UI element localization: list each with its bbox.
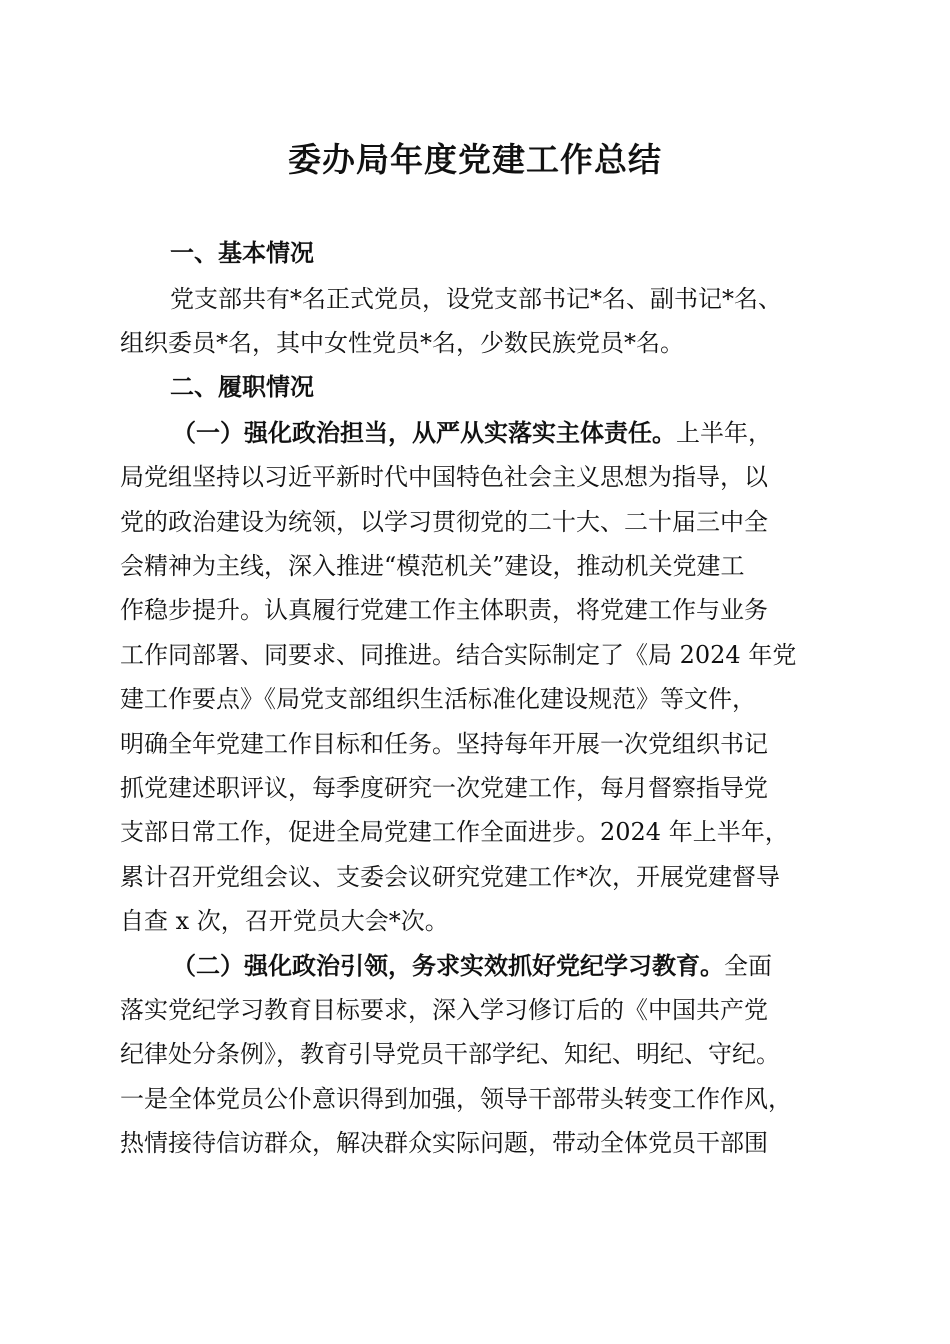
paragraph-lead-heading: （二）强化政治引领，务求实效抓好党纪学习教育。 (172, 951, 724, 980)
paragraph-line: 局党组坚持以习近平新时代中国特色社会主义思想为指导，以 (120, 463, 768, 491)
paragraph-line: 支部日常工作，促进全局党建工作全面进步。2024 年上半年， (120, 818, 789, 846)
paragraph-lead-heading: （一）强化政治担当，从严从实落实主体责任。 (172, 418, 676, 447)
paragraph-lead-rest: 全面 (724, 952, 772, 980)
paragraph-line: 组织委员*名，其中女性党员*名，少数民族党员*名。 (120, 329, 684, 357)
paragraph-line: 党的政治建设为统领，以学习贯彻党的二十大、二十届三中全 (120, 508, 768, 536)
paragraph-line: 自查 x 次，召开党员大会*次。 (120, 907, 449, 935)
paragraph-line: 作稳步提升。认真履行党建工作主体职责，将党建工作与业务 (120, 596, 768, 624)
paragraph-line: 纪律处分条例》，教育引导党员干部学纪、知纪、明纪、守纪。 (120, 1040, 780, 1068)
paragraph-line: 建工作要点》《局党支部组织生活标准化建设规范》等文件， (120, 685, 756, 713)
document-title: 委办局年度党建工作总结 (288, 140, 662, 179)
paragraph-line: 抓党建述职评议，每季度研究一次党建工作，每月督察指导党 (120, 774, 768, 802)
paragraph-line: 工作同部署、同要求、同推进。结合实际制定了《局 2024 年党 (120, 641, 797, 669)
paragraph-line: 累计召开党组会议、支委会议研究党建工作*次，开展党建督导 (120, 863, 780, 891)
paragraph-first-line (172, 949, 772, 983)
paragraph-first-line (172, 416, 772, 450)
paragraph-line: 热情接待信访群众，解决群众实际问题，带动全体党员干部围 (120, 1129, 768, 1157)
paragraph-line: 会精神为主线，深入推进“模范机关”建设，推动机关党建工 (120, 552, 745, 580)
section-heading-basic-info: 一、基本情况 (170, 239, 314, 267)
paragraph-line: 党支部共有*名正式党员，设党支部书记*名、副书记*名、 (170, 285, 782, 313)
paragraph-line: 一是全体党员公仆意识得到加强，领导干部带头转变工作作风， (120, 1085, 792, 1113)
paragraph-lead-rest: 上半年， (676, 419, 772, 447)
paragraph-line: 明确全年党建工作目标和任务。坚持每年开展一次党组织书记 (120, 730, 768, 758)
paragraph-line: 落实党纪学习教育目标要求，深入学习修订后的《中国共产党 (120, 996, 768, 1024)
section-heading-duty-performance: 二、履职情况 (170, 373, 314, 401)
